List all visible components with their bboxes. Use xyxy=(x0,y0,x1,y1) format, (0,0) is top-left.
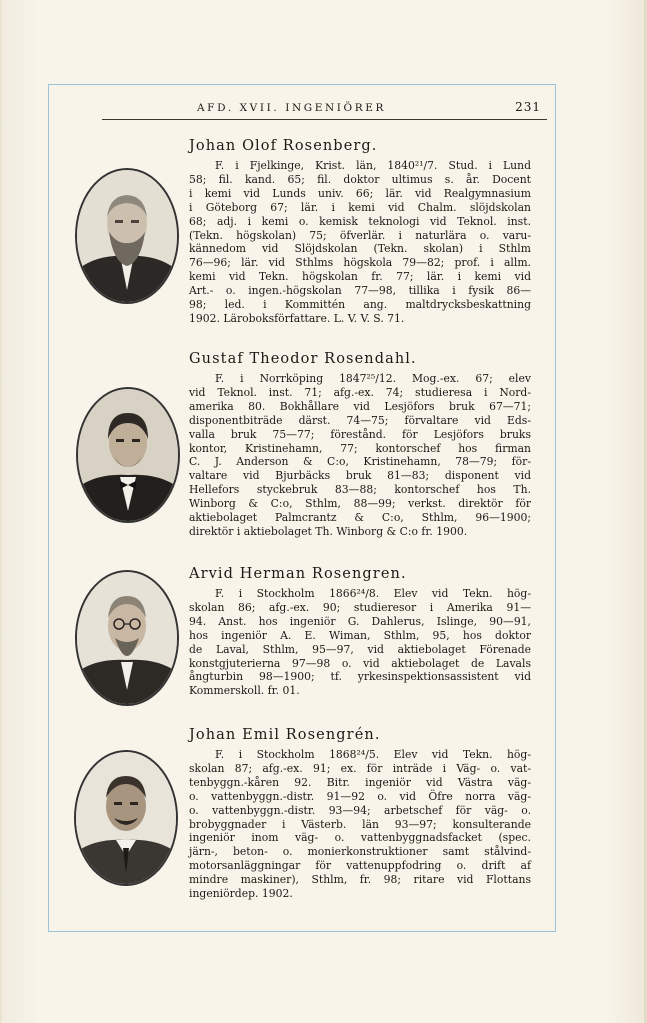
entry-johan-emil-rosengren xyxy=(189,727,531,901)
bio-line: brobyggnader i Västerb. län 93—97; konsulterande xyxy=(189,817,531,831)
portrait-johan-emil-rosengren-photo xyxy=(76,752,176,884)
bio-line: skolan 86; afg.-ex. 90; studieresor i Amerika 91— xyxy=(189,600,531,614)
bio-line: ångturbin 98—1900; tf. yrkesinspektionsassistent vid xyxy=(189,670,531,684)
portrait-man-bow-tie-icon xyxy=(78,389,178,521)
entry-biography xyxy=(189,748,531,901)
entry-name: Gustaf Theodor Rosendahl. xyxy=(189,351,417,367)
bio-line: F. i Stockholm 1868²⁴/5. Elev vid Tekn. hög- xyxy=(215,748,531,761)
bio-line: kännedom vid Slöjdskolan (Tekn. skolan) i Sthlm xyxy=(189,242,531,256)
page-number: 231 xyxy=(515,100,541,114)
bio-line: direktör i aktiebolaget Th. Winborg & C:o fr. 1900. xyxy=(189,524,468,538)
bio-line: mindre maskiner), Sthlm, fr. 98; ritare vid Flottans xyxy=(189,873,531,887)
bio-line: disponentbiträde därst. 74—75; förvaltare vid Eds- xyxy=(189,413,531,427)
bio-line: C. J. Anderson & C:o, Kristinehamn, 78—79; för- xyxy=(189,455,531,469)
bio-line: vid Teknol. inst. 71; afg.-ex. 74; studieresa i Nord- xyxy=(189,385,531,399)
bio-line: i Göteborg 67; lär. i kemi vid Chalm. slöjdskolan xyxy=(189,200,531,214)
bio-line: 68; adj. i kemi o. kemisk teknologi vid Teknol. inst. xyxy=(189,214,531,228)
bio-line: 94. Anst. hos ingeniör G. Dahlerus, Islinge, 90—91, xyxy=(189,614,531,628)
bio-line: valla bruk 75—77; förestånd. för Lesjöfors bruks xyxy=(189,427,531,441)
entry-arvid-rosengren xyxy=(189,566,531,698)
bio-line: aktiebolaget Palmcrantz & C:o, Sthlm, 96—1900; xyxy=(189,511,531,525)
bio-line: Hellefors styckebruk 83—88; kontorschef hos Th. xyxy=(189,483,531,497)
bio-line: i kemi vid Lunds univ. 66; lär. vid Realgymnasium xyxy=(189,186,531,200)
bio-line: Art.- o. ingen.-högskolan 77—98, tillika i fysik 86— xyxy=(189,284,531,298)
bio-line: F. i Norrköping 1847²⁵/12. Mog.-ex. 67; elev xyxy=(215,372,531,385)
entry-rosenberg xyxy=(189,138,531,326)
bio-line: de Laval, Sthlm, 95—97, vid aktiebolaget Förenade xyxy=(189,642,531,656)
portrait-rosenberg-photo xyxy=(77,170,177,302)
entry-biography xyxy=(189,159,531,326)
bio-line: o. vattenbyggn.-distr. 91—92 o. vid Öfre norra väg- xyxy=(189,789,531,803)
portrait-rosendahl-photo xyxy=(78,389,178,521)
running-head: AFD. XVII. INGENIÖRER xyxy=(197,102,387,114)
portrait-bearded-man-icon xyxy=(77,170,177,302)
bio-line: ingeniör inom väg- o. vattenbyggnadsfacket (spec. xyxy=(189,831,531,845)
bio-line: tenbyggn.-kåren 92. Bitr. ingeniör vid Västra väg- xyxy=(189,775,531,789)
entry-name: Johan Emil Rosengrén. xyxy=(189,727,381,743)
entry-rosendahl xyxy=(189,351,531,539)
bio-line: amerika 80. Bokhållare vid Lesjöfors bruk 67—71; xyxy=(189,399,531,413)
bio-line: 98; led. i Kommittén ang. maltdrycksbeskattning xyxy=(189,298,531,312)
bio-line: motorsanläggningar för vattenuppfodring o. drift af xyxy=(189,859,531,873)
bio-line: järn-, beton- o. monierkonstruktioner samt stålvind- xyxy=(189,845,531,859)
bio-line: (Tekn. högskolan) 75; öfverlär. i naturlära o. varu- xyxy=(189,228,531,242)
portrait-man-collar-icon xyxy=(76,752,176,884)
entry-name: Arvid Herman Rosengren. xyxy=(189,566,407,582)
bio-line: 76—96; lär. vid Sthlms högskola 79—82; prof. i allm. xyxy=(189,256,531,270)
bio-line: Kommerskoll. fr. 01. xyxy=(189,684,300,698)
header-rule xyxy=(102,119,547,120)
bio-line: kemi vid Tekn. högskolan fr. 77; lär. i kemi vid xyxy=(189,270,531,284)
bio-line: konstgjuterierna 97—98 o. vid aktiebolaget de Lavals xyxy=(189,656,531,670)
bio-line: skolan 87; afg.-ex. 91; ex. för inträde i Väg- o. vat- xyxy=(189,761,531,775)
bio-line: 58; fil. kand. 65; fil. doktor ultimus s. år. Docent xyxy=(189,172,531,186)
bio-line: valtare vid Bjurbäcks bruk 81—83; disponent vid xyxy=(189,469,531,483)
page-header xyxy=(187,99,549,117)
bio-line: kontor, Kristinehamn, 77; kontorschef hos firman xyxy=(189,441,531,455)
portrait-man-spectacles-icon xyxy=(77,572,177,704)
entry-biography xyxy=(189,587,531,698)
bio-line: 1902. Läroboksförfattare. L. V. V. S. 71. xyxy=(189,311,405,325)
bio-line: F. i Stockholm 1866²⁴/8. Elev vid Tekn. hög- xyxy=(215,587,531,600)
entry-biography xyxy=(189,372,531,539)
bio-line: hos ingeniör A. E. Wiman, Sthlm, 95, hos doktor xyxy=(189,628,531,642)
bio-line: o. vattenbyggn.-distr. 93—94; arbetschef för väg- o. xyxy=(189,803,531,817)
portrait-arvid-rosengren-photo xyxy=(77,572,177,704)
bio-line: F. i Fjelkinge, Krist. län, 1840²¹/7. Stud. i Lund xyxy=(215,159,531,172)
entry-name: Johan Olof Rosenberg. xyxy=(189,138,378,154)
bio-line: Winborg & C:o, Sthlm, 88—99; verkst. direktör för xyxy=(189,497,531,511)
bio-line: ingeniördep. 1902. xyxy=(189,887,293,901)
